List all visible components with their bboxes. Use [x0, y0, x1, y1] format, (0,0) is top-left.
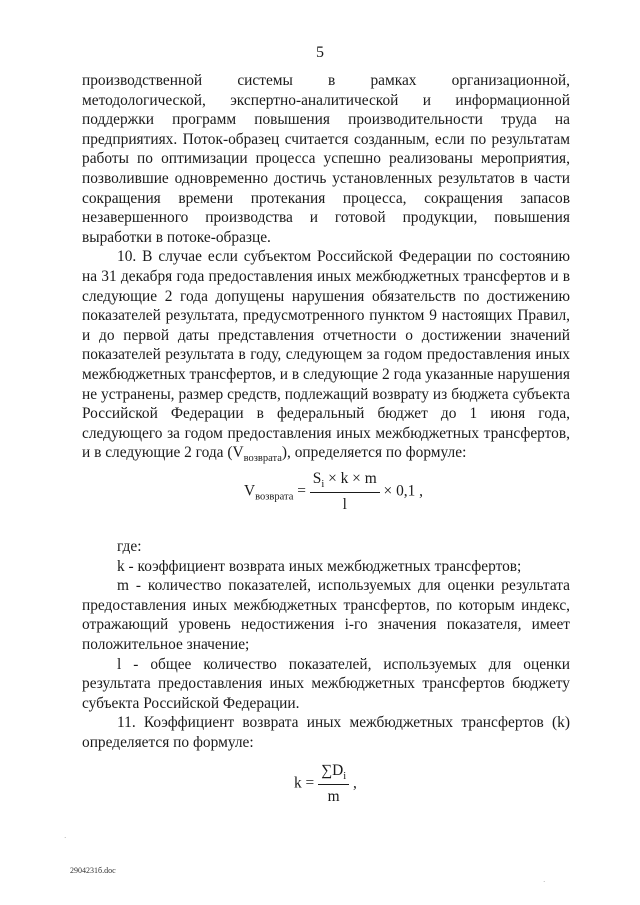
footer-doc-code: 2904231б.doc — [70, 866, 116, 875]
formula2-numerator — [318, 762, 349, 785]
formula1-fraction — [310, 470, 380, 514]
corner-mark: · — [543, 878, 546, 886]
formula1-tail: × 0,1 , — [379, 482, 423, 500]
paragraph-10 — [82, 247, 570, 469]
margin-mark: · — [64, 834, 67, 842]
definition-k: k - коэффициент возврата иных межбюджетных трансфертов; — [117, 557, 522, 575]
paragraph-10-tail: ), определяется по формуле: — [281, 444, 467, 462]
formula1-denominator: l — [342, 496, 347, 513]
formula-coefficient-k — [294, 762, 357, 806]
formula2-denominator: m — [327, 788, 340, 805]
text-block-top — [82, 71, 570, 469]
formula-return-amount — [244, 470, 423, 514]
where-label: где: — [117, 538, 142, 555]
paragraph-continuation: производственной системы в рамках организационной, методологической, экспертно-аналитической и информационной поддержки программ повышения производительности труда на предприятиях. Поток-образец считается созданным, если по результатам работы по оптимизации процесса успешно реализованы мероприятия, позволившие одновременно достичь установленных результатов в части сокращения времени протекания процесса, сокращения запасов незавершенного производства и готовой продукции, повышения выработки в потоке-образце. — [82, 72, 570, 246]
formula2-lhs: k = — [294, 774, 319, 792]
formula2-numerator-d-subscript: i — [343, 771, 347, 782]
formula2-fraction — [318, 762, 349, 806]
formula2-tail: , — [349, 774, 357, 792]
page-number: 5 — [316, 44, 324, 61]
definition-l: l - общее количество показателей, используемых для оценки результата предоставления иных межбюджетных трансфертов бюджету субъекта Российской Федерации. — [82, 655, 570, 712]
text-block-middle — [82, 537, 570, 753]
definition-m: m - количество показателей, используемых для оценки результата предоставления иных межбюджетных трансфертов, по которым индекс, отражающий уровень недостижения i-го значения показателя, имеет положительное значение; — [82, 577, 570, 653]
formula2-numerator-d: D — [332, 762, 344, 779]
paragraph-10-variable-subscript: возврата — [243, 453, 282, 465]
paragraph-11: 11. Коэффициент возврата иных межбюджетных трансфертов (k) определяется по формуле: — [82, 714, 570, 751]
formula2-sigma: ∑ — [321, 762, 333, 779]
formula1-lhs-subscript: возврата — [255, 491, 294, 503]
formula1-numerator-rest: × k × m — [324, 470, 377, 487]
formula1-lhs: V — [244, 482, 256, 500]
paragraph-10-variable: V — [232, 444, 244, 462]
formula1-numerator-s: S — [312, 470, 322, 487]
formula1-numerator-s-subscript: i — [321, 479, 325, 490]
formula1-numerator — [310, 470, 380, 493]
paragraph-10-text: 10. В случае если субъектом Российской Федерации по состоянию на 31 декабря года предоставления иных межбюджетных трансфертов и в следующие 2 года допущены нарушения обязательств по достижению показателей результата, предусмотренного пунктом 9 настоящих Правил, и до первой даты представления отчетности о достижении значений показателей результата в году, следующем за годом предоставления иных межбюджетных трансфертов, и в следующие 2 года указанные нарушения не устранены, размер средств, подлежащий возврату из бюджета субъекта Российской Федерации в федеральный бюджет до 1 июня года, следующего за годом предоставления иных межбюджетных трансфертов, и в следующие 2 года ( — [82, 248, 570, 462]
formula1-equals: = — [293, 482, 310, 500]
